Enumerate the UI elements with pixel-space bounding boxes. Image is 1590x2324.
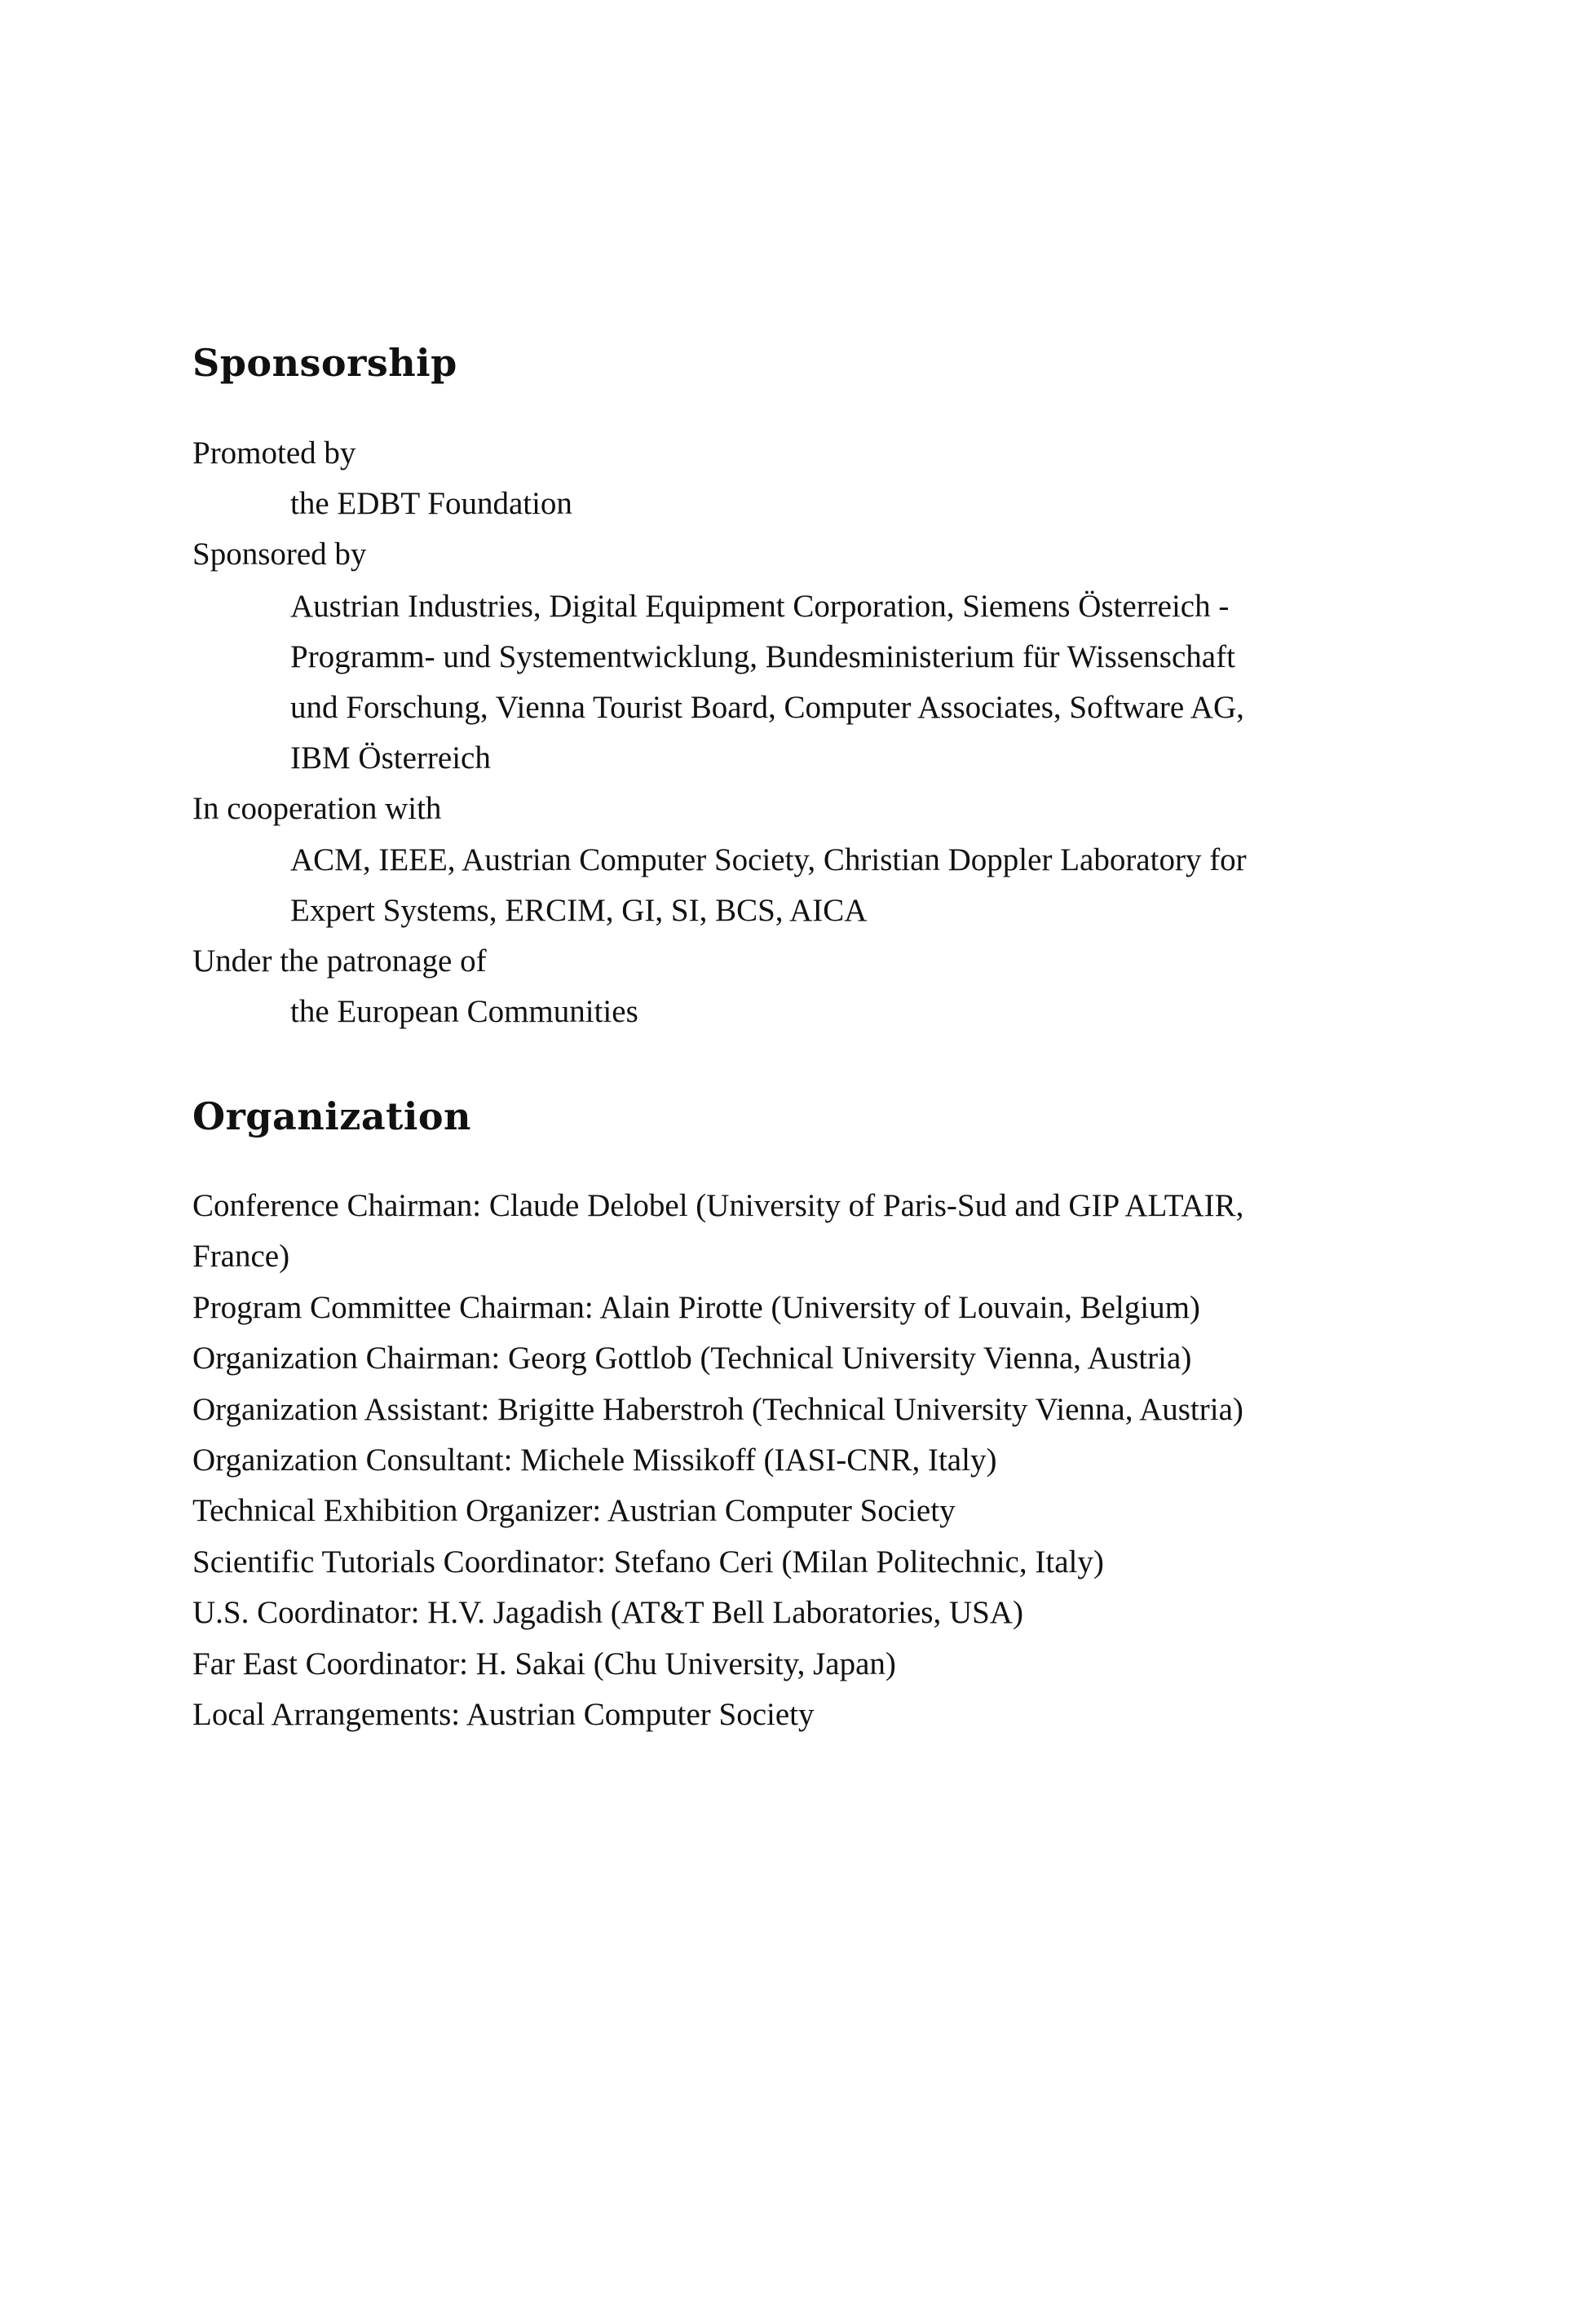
organization-line: Organization Assistant: Brigitte Haberstroh (Technical University Vienna, Austria) [192,1392,1243,1427]
cooperation-line: ACM, IEEE, Austrian Computer Society, Christian Doppler Laboratory for [290,842,1247,877]
organization-line: Local Arrangements: Austrian Computer Society [192,1697,815,1732]
sponsor-line: und Forschung, Vienna Tourist Board, Computer Associates, Software AG, [290,690,1244,725]
organization-line: Organization Chairman: Georg Gottlob (Technical University Vienna, Austria) [192,1341,1192,1376]
organization-line: Organization Consultant: Michele Missikoff (IASI-CNR, Italy) [192,1443,997,1478]
promoted-by-label: Promoted by [192,435,356,471]
sponsored-by-label: Sponsored by [192,537,367,572]
organization-line: Program Committee Chairman: Alain Pirotte (University of Louvain, Belgium) [192,1290,1200,1325]
sponsor-line: Programm- und Systementwicklung, Bundesministerium für Wissenschaft [290,639,1235,674]
sponsor-line: IBM Österreich [290,740,491,775]
organization-line: France) [192,1239,290,1274]
organization-line: Far East Coordinator: H. Sakai (Chu University, Japan) [192,1646,896,1681]
sponsorship-heading: Sponsorship [192,341,457,385]
promoted-by-value: the EDBT Foundation [290,486,572,521]
sponsor-line: Austrian Industries, Digital Equipment Corporation, Siemens Österreich - [290,589,1230,624]
organization-heading: Organization [192,1094,471,1138]
cooperation-line: Expert Systems, ERCIM, GI, SI, BCS, AICA [290,893,868,928]
organization-line: Conference Chairman: Claude Delobel (University of Paris-Sud and GIP ALTAIR, [192,1188,1244,1223]
patronage-label: Under the patronage of [192,943,487,979]
cooperation-label: In cooperation with [192,791,442,826]
organization-line: Technical Exhibition Organizer: Austrian Computer Society [192,1493,956,1528]
organization-line: U.S. Coordinator: H.V. Jagadish (AT&T Bell Laboratories, USA) [192,1595,1023,1630]
patronage-value: the European Communities [290,994,638,1029]
organization-line: Scientific Tutorials Coordinator: Stefano Ceri (Milan Politechnic, Italy) [192,1544,1104,1580]
